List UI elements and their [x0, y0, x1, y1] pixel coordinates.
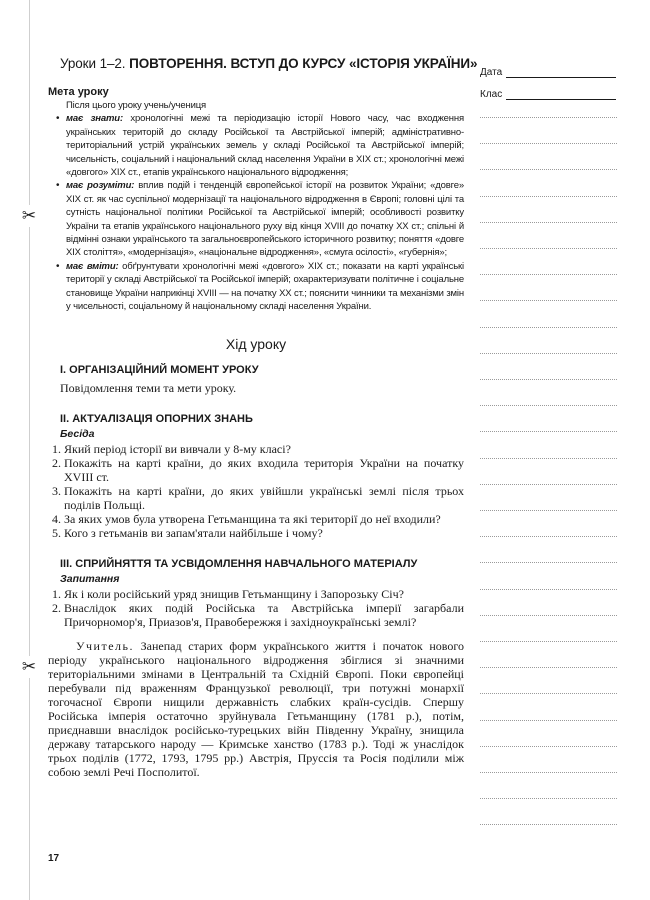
goal-item: [66, 179, 464, 259]
date-field[interactable]: [480, 62, 616, 78]
course-heading: Хід уроку: [225, 335, 287, 352]
section-subheading: Бесіда: [60, 427, 95, 440]
note-line: [480, 431, 617, 432]
goal-item-lead: має розуміти:: [66, 180, 135, 192]
section-heading: III. СПРИЙНЯТТЯ ТА УСВІДОМЛЕННЯ НАВЧАЛЬНОГО МАТЕРІАЛУ: [60, 557, 418, 570]
goal-item: [66, 112, 464, 179]
section-heading: II. АКТУАЛІЗАЦІЯ ОПОРНИХ ЗНАНЬ: [60, 412, 253, 425]
lesson-number: Уроки 1–2.: [60, 56, 126, 71]
note-line: [480, 536, 617, 537]
class-line: [506, 87, 616, 100]
note-line: [480, 248, 617, 249]
section-body: Повідомлення теми та мети уроку.: [60, 380, 237, 395]
goal-item-text: вплив подій і тенденцій європейської історії на розвиток України; «довге» XIX ст. як час суспільної модернізації та національного відродження в Європі; головні цілі та сутність національної політики Російської та Австрійської імперій; особливості розвитку України та етапів українського національного руху від кінця XVIII до початку XX ст.; спільні й відмінні ознаки українського та загальноєвропейського історичного розвитку; поняття «довге XIX століття», «модернізація», «національне відродження», «смуга осілості», «губернія»;: [66, 180, 465, 259]
page-number: 17: [48, 853, 60, 864]
goal-list: [48, 112, 464, 313]
note-line: [480, 798, 617, 799]
note-line: [480, 667, 617, 668]
question-item: 1. Як і коли російський уряд знищив Гетьманщину і Запорозьку Січ?: [64, 587, 464, 601]
note-line: [480, 562, 617, 563]
teacher-text: Занепад старих форм українського життя і початок нового періоду українського національного відродження збіглися зі значними територіальними змінами в Центральній та Східній Європі. Поки європейці перебували під враженням Французької революції, три потужні монархії тогочасної Європи нищили державність слабких країн-сусідів. Спершу Російська імперія остаточно зруйнувала Гетьманщину (1781 р.), потім, приєднавши внаслідок російсько-турецьких війн Південну Україну, знищила державу татарського народу — Кримське ханство (1783 р.). Тоді ж унаслідок трьох поділів (1772, 1793, 1795 рр.) Австрія, Пруссія та Росія поділили між собою землі Речі Посполитої.: [48, 638, 465, 779]
note-line: [480, 824, 617, 825]
question-item: 1. Який період історії ви вивчали у 8-му класі?: [64, 442, 464, 456]
cut-line: [29, 0, 30, 900]
note-line: [480, 720, 617, 721]
teacher-label: Учитель.: [76, 638, 134, 653]
question-item: 3. Покажіть на карті країни, до яких увійшли українські землі після трьох поділів Польщі.: [64, 484, 464, 512]
note-line: [480, 458, 617, 459]
note-line: [480, 169, 617, 170]
note-line: [480, 746, 617, 747]
note-line: [480, 143, 617, 144]
note-line: [480, 274, 617, 275]
note-line: [480, 196, 617, 197]
lesson-title: [60, 56, 478, 71]
note-line: [480, 615, 617, 616]
goal-heading: Мета уроку: [48, 86, 109, 98]
note-line: [480, 379, 617, 380]
sidebar-fields: [480, 62, 616, 106]
note-line: [480, 222, 617, 223]
question-item: 4. За яких умов була утворена Гетьманщина та які території до неї входили?: [64, 512, 464, 526]
lesson-topic: ПОВТОРЕННЯ. ВСТУП ДО КУРСУ «ІСТОРІЯ УКРАЇНИ»: [129, 56, 478, 71]
date-label: Дата: [480, 67, 503, 78]
note-line: [480, 300, 617, 301]
question-item: 2. Покажіть на карті країни, до яких входила територія України на початку XVIII ст.: [64, 456, 464, 484]
note-line: [480, 693, 617, 694]
note-line: [480, 117, 617, 118]
goal-intro: Після цього уроку учень/учениця: [66, 100, 207, 111]
section-subheading: Запитання: [60, 572, 120, 585]
note-line: [480, 510, 617, 511]
class-label: Клас: [480, 89, 503, 100]
date-line: [506, 65, 616, 78]
goal-item: [66, 260, 464, 314]
question-list: [48, 587, 464, 629]
lesson-content: [48, 56, 478, 779]
question-item: 5. Кого з гетьманів ви запам'ятали найбільше і чому?: [64, 526, 464, 540]
class-field[interactable]: [480, 84, 616, 100]
scissors-icon: ✂: [21, 657, 37, 677]
scissors-icon: ✂: [21, 206, 37, 226]
goal-item-lead: має вміти:: [66, 260, 119, 272]
note-line: [480, 589, 617, 590]
note-line: [480, 484, 617, 485]
section-heading: I. ОРГАНІЗАЦІЙНИЙ МОМЕНТ УРОКУ: [60, 363, 259, 376]
note-line: [480, 327, 617, 328]
question-item: 2. Внаслідок яких подій Російська та Австрійська імперії загарбали Причорномор'я, Приазов'я, Правобережжя і західноукраїнські землі?: [64, 601, 464, 629]
goal-item-lead: має знати:: [66, 113, 123, 125]
note-line: [480, 405, 617, 406]
goal-item-text: обґрунтувати хронологічні межі «довгого» XIX ст.; показати на карті українські території у складі Австрійської та Російської імперій; охарактеризувати політичне і соціальне становище України наприкінці XVIII — на початку XX ст.; пояснити чинники та механізми змін у чисельності, соціальному й національному складі населення України.: [66, 260, 464, 313]
note-line: [480, 353, 617, 354]
goal-item-text: хронологічні межі та періодизацію історії Нового часу, час входження українських територій до складу Російської та Австрійської імперій; адміністративно-територіальний устрій українських земель у складі Російської та Австрійської імперій; чисельність, соціальний і національний склад населення України в XIX ст.; хронологічні межі «довгого» XIX ст., етапів українського національного відродження;: [66, 113, 464, 179]
note-line: [480, 641, 617, 642]
teacher-paragraph: [48, 639, 464, 779]
note-line: [480, 772, 617, 773]
question-list: [48, 442, 464, 540]
